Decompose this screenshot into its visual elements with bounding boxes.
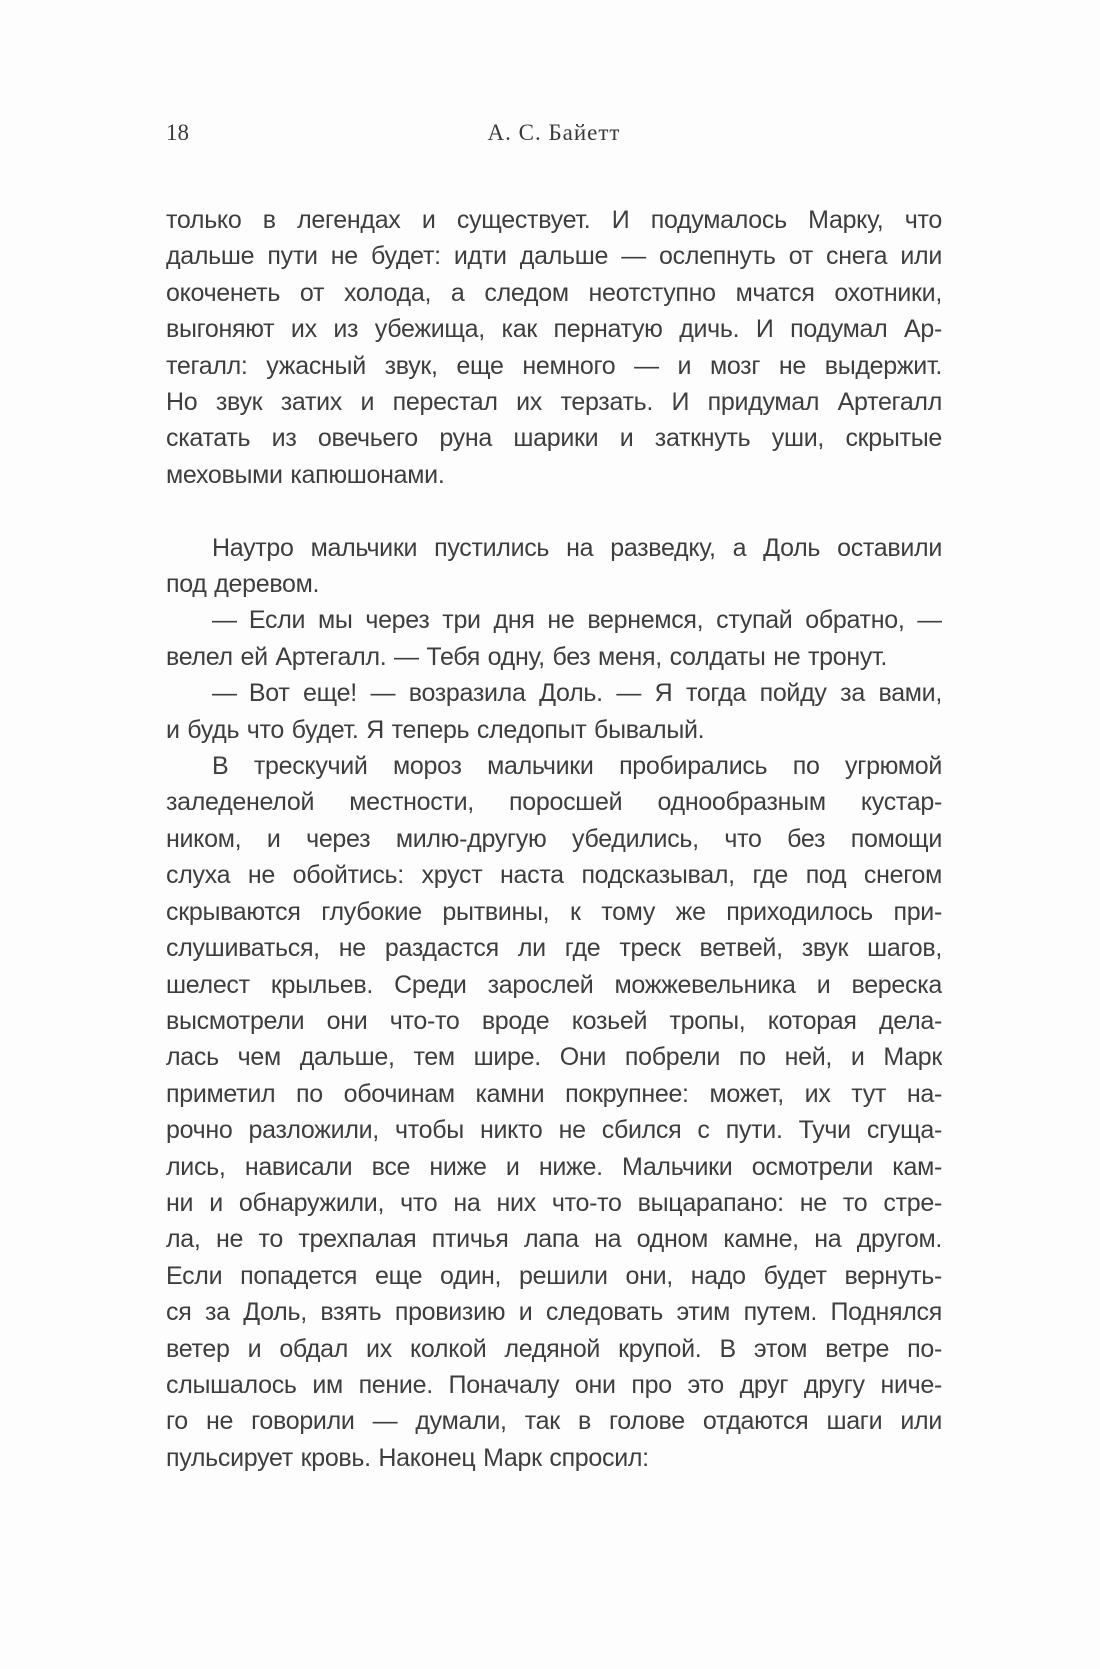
text-line: скрываются глубокие рытвины, к тому же приходилось при- [166, 897, 942, 926]
text-line: окоченеть от холода, а следом неотступно мчатся охотники, [166, 278, 942, 307]
text-line: го не говорили — думали, так в голове отдаются шаги или [166, 1407, 942, 1436]
text-line: — Вот еще! — возразила Доль. — Я тогда пойду за вами, [212, 679, 942, 708]
text-line: ником, и через милю-другую убедились, что без помощи [166, 824, 942, 853]
text-line: приметил по обочинам камни покрупнее: может, их тут на- [166, 1079, 942, 1108]
text-line: тегалл: ужасный звук, еще немного — и мозг не выдержит. [166, 351, 942, 380]
text-line: пульсирует кровь. Наконец Марк спросил: [166, 1443, 649, 1472]
text-line: высмотрели они что-то вроде козьей тропы, которая дела- [166, 1006, 942, 1035]
text-line: — Если мы через три дня не вернемся, ступай обратно, — [212, 606, 942, 635]
text-line: ни и обнаружили, что на них что-то выцарапано: не то стре- [166, 1188, 942, 1217]
text-line: слышалось им пение. Поначалу они про это друг другу ниче- [166, 1370, 942, 1399]
page-header [166, 120, 942, 150]
text-line: выгоняют их из убежища, как пернатую дичь. И подумал Ар- [166, 315, 942, 344]
text-line: слуха не обойтись: хруст наста подсказывал, где под снегом [166, 861, 942, 890]
paragraph [166, 675, 942, 748]
text-line: под деревом. [166, 570, 320, 599]
text-line: В трескучий мороз мальчики пробирались по угрюмой [212, 752, 942, 781]
text-line: лись, нависали все ниже и ниже. Мальчики осмотрели кам- [166, 1152, 942, 1181]
text-line: ла, не то трехпалая птичья лапа на одном камне, на другом. [166, 1225, 942, 1254]
text-line: Но звук затих и перестал их терзать. И придумал Артегалл [166, 388, 942, 417]
text-line: только в легендах и существует. И подумалось Марку, что [166, 206, 942, 234]
text-line: слушиваться, не раздастся ли где треск ветвей, звук шагов, [166, 934, 942, 963]
text-line: дальше пути не будет: идти дальше — ослепнуть от снега или [166, 242, 942, 271]
text-line: шелест крыльев. Среди зарослей можжевельника и вереска [166, 970, 942, 999]
text-line: рочно разложили, чтобы никто не сбился с пути. Тучи сгуща- [166, 1116, 942, 1145]
text-line: велел ей Артегалл. — Тебя одну, без меня, солдаты не тронут. [166, 642, 888, 671]
text-line: скатать из овечьего руна шарики и заткнуть уши, скрытые [166, 424, 942, 453]
running-title: А. С. Байетт [487, 120, 621, 145]
text-line: ветер и обдал их колкой ледяной крупой. В этом ветре по- [166, 1334, 942, 1363]
text-line: лась чем дальше, тем шире. Они побрели по ней, и Марк [166, 1043, 942, 1072]
text-line: и будь что будет. Я теперь следопыт бывалый. [166, 715, 705, 744]
text-line: Если попадется еще один, решили они, надо будет вернуть- [166, 1261, 942, 1290]
text-line: меховыми капюшонами. [166, 460, 445, 489]
paragraph [166, 530, 942, 603]
paragraph [166, 602, 942, 675]
text-line: заледенелой местности, поросшей однообразным кустар- [166, 788, 942, 817]
text-line: ся за Доль, взять провизию и следовать этим путем. Поднялся [166, 1298, 942, 1327]
paragraph [166, 748, 942, 1476]
body-text [166, 202, 942, 1476]
paragraph [166, 202, 942, 493]
page-number: 18 [166, 120, 189, 145]
text-line: Наутро мальчики пустились на разведку, а Доль оставили [212, 533, 942, 562]
